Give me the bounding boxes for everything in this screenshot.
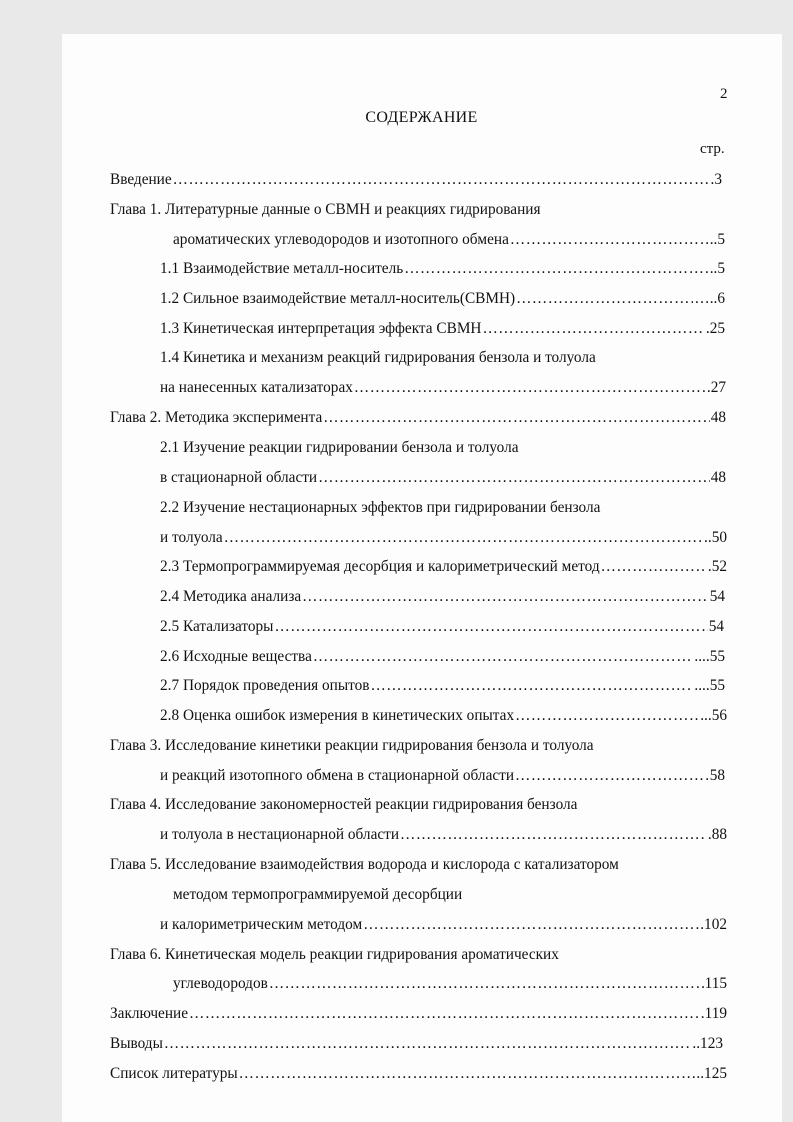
toc-entry	[110, 736, 594, 756]
toc-entry-text: Глава 6. Кинетическая модель реакции гидрирования ароматических	[110, 946, 559, 963]
toc-leader-dots	[173, 170, 710, 190]
toc-page-number: ..50	[704, 529, 727, 546]
toc-entry-text: на нанесенных катализаторах	[160, 379, 353, 396]
toc-entry	[110, 1064, 727, 1084]
toc-entry	[160, 319, 725, 339]
toc-entry	[160, 438, 519, 458]
toc-leader-dots	[164, 1034, 692, 1054]
toc-entry	[110, 855, 619, 875]
toc-entry-text: Глава 1. Литературные данные о СВМН и реакциях гидрирования	[110, 201, 541, 218]
toc-page-number: 115	[704, 975, 727, 992]
toc-leader-dots	[482, 319, 704, 339]
toc-entry-text: Выводы	[110, 1035, 163, 1052]
toc-entry-text: Введение	[110, 171, 172, 188]
toc-page-number: ..123	[692, 1035, 723, 1052]
toc-page-number: ..5	[709, 260, 725, 277]
toc-entry	[160, 825, 727, 845]
toc-entry	[110, 200, 541, 220]
toc-leader-dots	[404, 259, 708, 279]
toc-entry-text: и толуола	[160, 529, 223, 546]
toc-entry-text: 2.4 Методика анализа	[160, 588, 302, 605]
toc-entry	[160, 706, 727, 726]
toc-entry	[173, 230, 725, 250]
toc-entry	[160, 378, 726, 398]
toc-page-number: ....55	[694, 677, 725, 694]
toc-page-number: ...56	[700, 707, 727, 724]
toc-entry-text: 1.3 Кинетическая интерпретация эффекта СВМН	[160, 320, 482, 337]
toc-page-number: 48	[710, 469, 726, 486]
toc-entry	[160, 348, 596, 368]
toc-leader-dots	[323, 408, 709, 428]
toc-entry-text: 1.4 Кинетика и механизм реакций гидрирования бензола и толуола	[160, 349, 596, 366]
page-column-label: стр.	[700, 141, 725, 157]
toc-leader-dots	[400, 825, 707, 845]
toc-entry-text: углеводородов	[173, 975, 268, 992]
toc-entry	[110, 408, 726, 428]
toc-entry	[160, 647, 725, 667]
toc-leader-dots	[363, 915, 699, 935]
toc-entry-text: методом термопрограммируемой десорбции	[173, 886, 463, 903]
toc-leader-dots	[515, 766, 709, 786]
toc-entry	[160, 289, 725, 309]
toc-entry	[173, 885, 462, 905]
toc-entry	[160, 915, 727, 935]
toc-entry	[173, 974, 727, 994]
toc-entry-text: Глава 3. Исследование кинетики реакции гидрирования бензола и толуола	[110, 737, 594, 754]
toc-page-number: 54	[709, 588, 725, 605]
toc-entry-text: 2.2 Изучение нестационарных эффектов при гидрировании бензола	[160, 499, 601, 516]
toc-entry-text: в стационарной области	[160, 469, 318, 486]
toc-leader-dots	[224, 528, 703, 548]
toc-entry	[160, 468, 726, 488]
toc-leader-dots	[515, 706, 699, 726]
toc-entry	[110, 945, 559, 965]
toc-entry	[160, 259, 725, 279]
toc-entry	[160, 617, 724, 637]
toc-entry-text: 2.7 Порядок проведения опытов	[160, 677, 370, 694]
toc-leader-dots	[318, 468, 710, 488]
toc-entry	[160, 528, 727, 548]
toc-page-number: .102	[700, 916, 727, 933]
toc-entry	[160, 676, 725, 696]
toc-entry-text: 2.3 Термопрограммируемая десорбция и калориметрический метод	[160, 558, 600, 575]
toc-page-number: .25	[705, 320, 725, 337]
toc-leader-dots	[354, 378, 706, 398]
toc-title: СОДЕРЖАНИЕ	[365, 109, 478, 126]
toc-page-number: ....55	[694, 648, 725, 665]
toc-leader-dots	[269, 974, 704, 994]
toc-entry	[110, 1004, 727, 1024]
toc-entry-text: и реакций изотопного обмена в стационарной области	[160, 767, 515, 784]
toc-entry-text: 2.8 Оценка ошибок измерения в кинетических опытах	[160, 707, 515, 724]
toc-entry	[160, 766, 725, 786]
toc-entry-text: Глава 2. Методика эксперимента	[110, 409, 323, 426]
toc-entry-text: Глава 4. Исследование закономерностей реакции гидрирования бензола	[110, 796, 578, 813]
toc-leader-dots	[189, 1004, 700, 1024]
toc-entry-text: 1.2 Сильное взаимодействие металл-носитель(СВМН)	[160, 290, 516, 307]
toc-entry-text: 2.5 Катализаторы	[160, 618, 274, 635]
toc-leader-dots	[371, 676, 694, 696]
toc-page-number: ..5	[709, 231, 725, 248]
toc-entry-text: Заключение	[110, 1005, 189, 1022]
toc-page-number: .88	[707, 826, 727, 843]
toc-leader-dots	[516, 289, 693, 309]
toc-page-number: 58	[709, 767, 725, 784]
toc-entry-text: и толуола в нестационарной области	[160, 826, 400, 843]
toc-entry-text: Глава 5. Исследование взаимодействия водорода и кислорода с катализатором	[110, 856, 619, 873]
toc-page-number: ..125	[696, 1065, 727, 1082]
toc-page-number: .3	[710, 171, 722, 188]
toc-entry-text: и калориметрическим методом	[160, 916, 363, 933]
toc-entry-text: Список литературы	[110, 1065, 238, 1082]
toc-page-number: 48	[710, 409, 726, 426]
toc-leader-dots	[601, 557, 707, 577]
toc-leader-dots	[239, 1064, 696, 1084]
toc-page-number: .119	[700, 1005, 727, 1022]
toc-page-number: …..6	[694, 290, 725, 307]
toc-entry	[160, 587, 725, 607]
toc-entry-text: 2.6 Исходные вещества	[160, 648, 312, 665]
toc-entry-text: ароматических углеводородов и изотопного обмена	[173, 231, 509, 248]
toc-entry	[110, 170, 722, 190]
toc-entry	[110, 795, 577, 815]
toc-page-number: .27	[706, 379, 726, 396]
toc-leader-dots	[313, 647, 694, 667]
page-number: 2	[720, 86, 728, 102]
toc-entry	[110, 1034, 723, 1054]
toc-leader-dots	[510, 230, 709, 250]
toc-entry-text: 1.1 Взаимодействие металл-носитель	[160, 260, 404, 277]
toc-entry	[160, 498, 600, 518]
toc-entry-text: 2.1 Изучение реакции гидрировании бензола и толуола	[160, 439, 519, 456]
toc-leader-dots	[274, 617, 707, 637]
toc-leader-dots	[302, 587, 709, 607]
toc-page-number: 54	[708, 618, 724, 635]
toc-page-number: .52	[707, 558, 727, 575]
toc-entry	[160, 557, 727, 577]
